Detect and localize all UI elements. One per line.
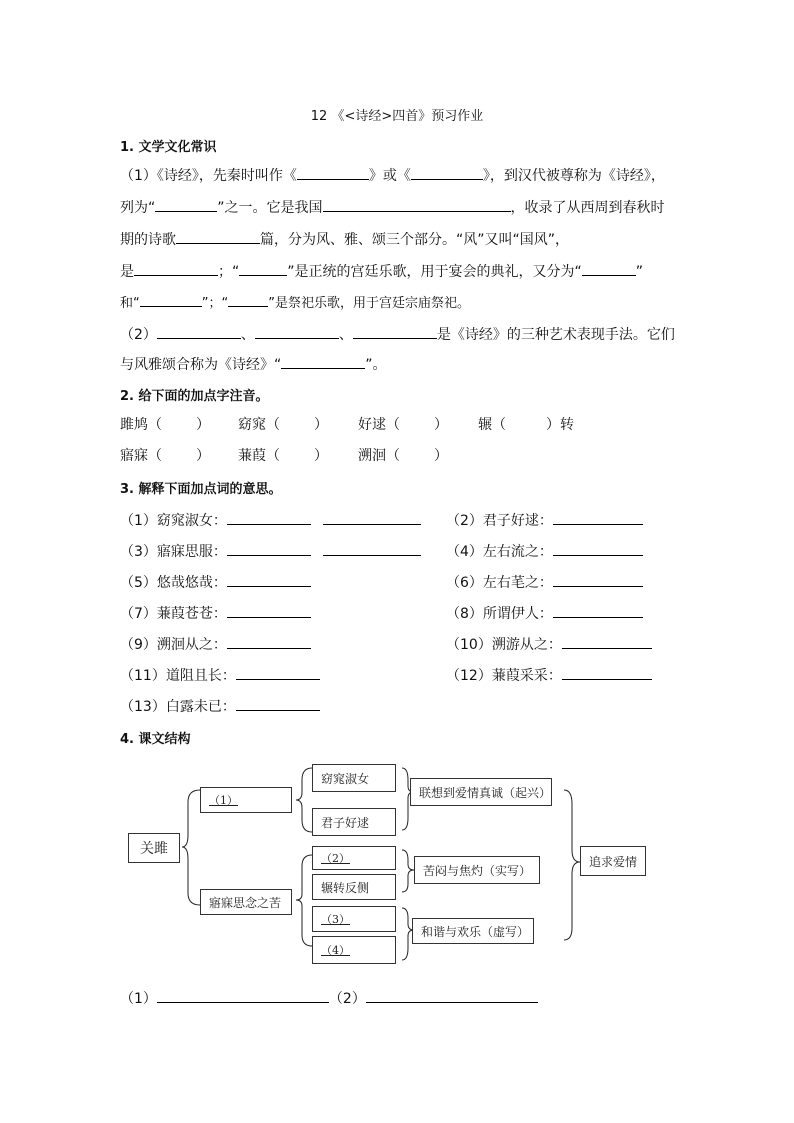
text: （1）《诗经》，先秦时叫作《: [120, 168, 297, 184]
text: 是《诗经》的三种艺术表现手法。它们: [436, 327, 675, 343]
definition-item: （2）君子好逑：: [446, 510, 643, 531]
diagram-right: 追求爱情: [580, 846, 646, 876]
diagram-slot: （4）: [312, 936, 396, 964]
text: 》或《: [368, 168, 411, 184]
diagram-mid: 和谐与欢乐（虚写）: [412, 918, 534, 944]
text: 期的诗歌: [120, 232, 176, 248]
definition-item: （4）左右流之：: [446, 541, 643, 562]
text: ，收录了从西周到春秋时: [510, 200, 665, 216]
text: ”；“: [201, 296, 229, 311]
text: 、: [240, 327, 255, 343]
answer-line: （1） （2）: [120, 988, 538, 1009]
text: 列为“: [120, 200, 156, 216]
definition-item: （7）蒹葭苍苍：: [120, 603, 311, 624]
text: 、: [338, 327, 353, 343]
diagram-slot: （2）: [312, 846, 396, 870]
text: ；“: [218, 264, 240, 280]
pinyin-item: 雎鸠（ ）: [120, 417, 210, 433]
definition-item: （10）溯游从之：: [446, 634, 652, 655]
section-4-heading: 4. 课文结构: [120, 732, 191, 747]
pinyin-item: 好逑（ ）: [358, 417, 448, 433]
pinyin-item: 寤寐（ ）: [120, 448, 210, 464]
definition-item: （12）蒹葭采采：: [446, 665, 652, 686]
section-2-heading: 2. 给下面的加点字注音。: [120, 389, 269, 404]
pinyin-item: 溯洄（ ）: [358, 448, 448, 464]
text: 是: [120, 264, 134, 280]
diagram-slot: （1）: [200, 787, 292, 813]
page-title: 12 《<诗经>四首》预习作业: [310, 109, 484, 124]
blank-field[interactable]: [366, 988, 538, 1003]
text: 篇，分为风、雅、颂三个部分。“风”又叫“国风”，: [260, 232, 570, 248]
diagram-slot: （3）: [312, 906, 396, 932]
text: ”之一。它是我国: [217, 200, 323, 216]
text: （2）: [120, 327, 157, 343]
diagram-mid: 苦闷与焦灼（实写）: [414, 856, 540, 884]
diagram-leaf: 君子好逑: [312, 808, 396, 836]
text: 》，到汉代被尊称为《诗经》，: [482, 168, 665, 184]
pinyin-item: 辗（ ）转: [478, 417, 574, 433]
diagram-mid: 联想到爱情真诚（起兴）: [410, 778, 552, 806]
section-3-heading: 3. 解释下面加点词的意思。: [120, 482, 282, 497]
pinyin-item: 窈窕（ ）: [238, 417, 328, 433]
text: 与风雅颂合称为《诗经》“: [120, 357, 282, 373]
diagram-leaf: 窈窕淑女: [312, 764, 396, 792]
text: 和“: [120, 296, 140, 311]
definition-item: （5）悠哉悠哉：: [120, 572, 311, 593]
definition-item: （8）所谓伊人：: [446, 603, 643, 624]
diagram-root: 关雎: [128, 833, 180, 863]
blank-field[interactable]: [157, 988, 329, 1003]
definition-item: （13）白露未已：: [120, 696, 320, 717]
definition-item: （3）寤寐思服：: [120, 541, 421, 562]
text: ”。: [365, 357, 387, 373]
diagram-leaf: 辗转反侧: [312, 874, 396, 900]
definition-item: （11）道阻且长：: [120, 665, 320, 686]
text: ”是祭祀乐歌，用于宫廷宗庙祭祀。: [268, 296, 470, 311]
diagram-node: 寤寐思念之苦: [200, 889, 292, 915]
definition-item: （6）左右芼之：: [446, 572, 643, 593]
text: ”是正统的宫廷乐歌，用于宴会的典礼，又分为“: [287, 264, 582, 280]
definition-item: （1）窈窕淑女：: [120, 510, 421, 531]
text: ”: [635, 264, 644, 280]
section-1-heading: 1. 文学文化常识: [120, 140, 217, 155]
definition-item: （9）溯洄从之：: [120, 634, 311, 655]
pinyin-item: 蒹葭（ ）: [238, 448, 328, 464]
